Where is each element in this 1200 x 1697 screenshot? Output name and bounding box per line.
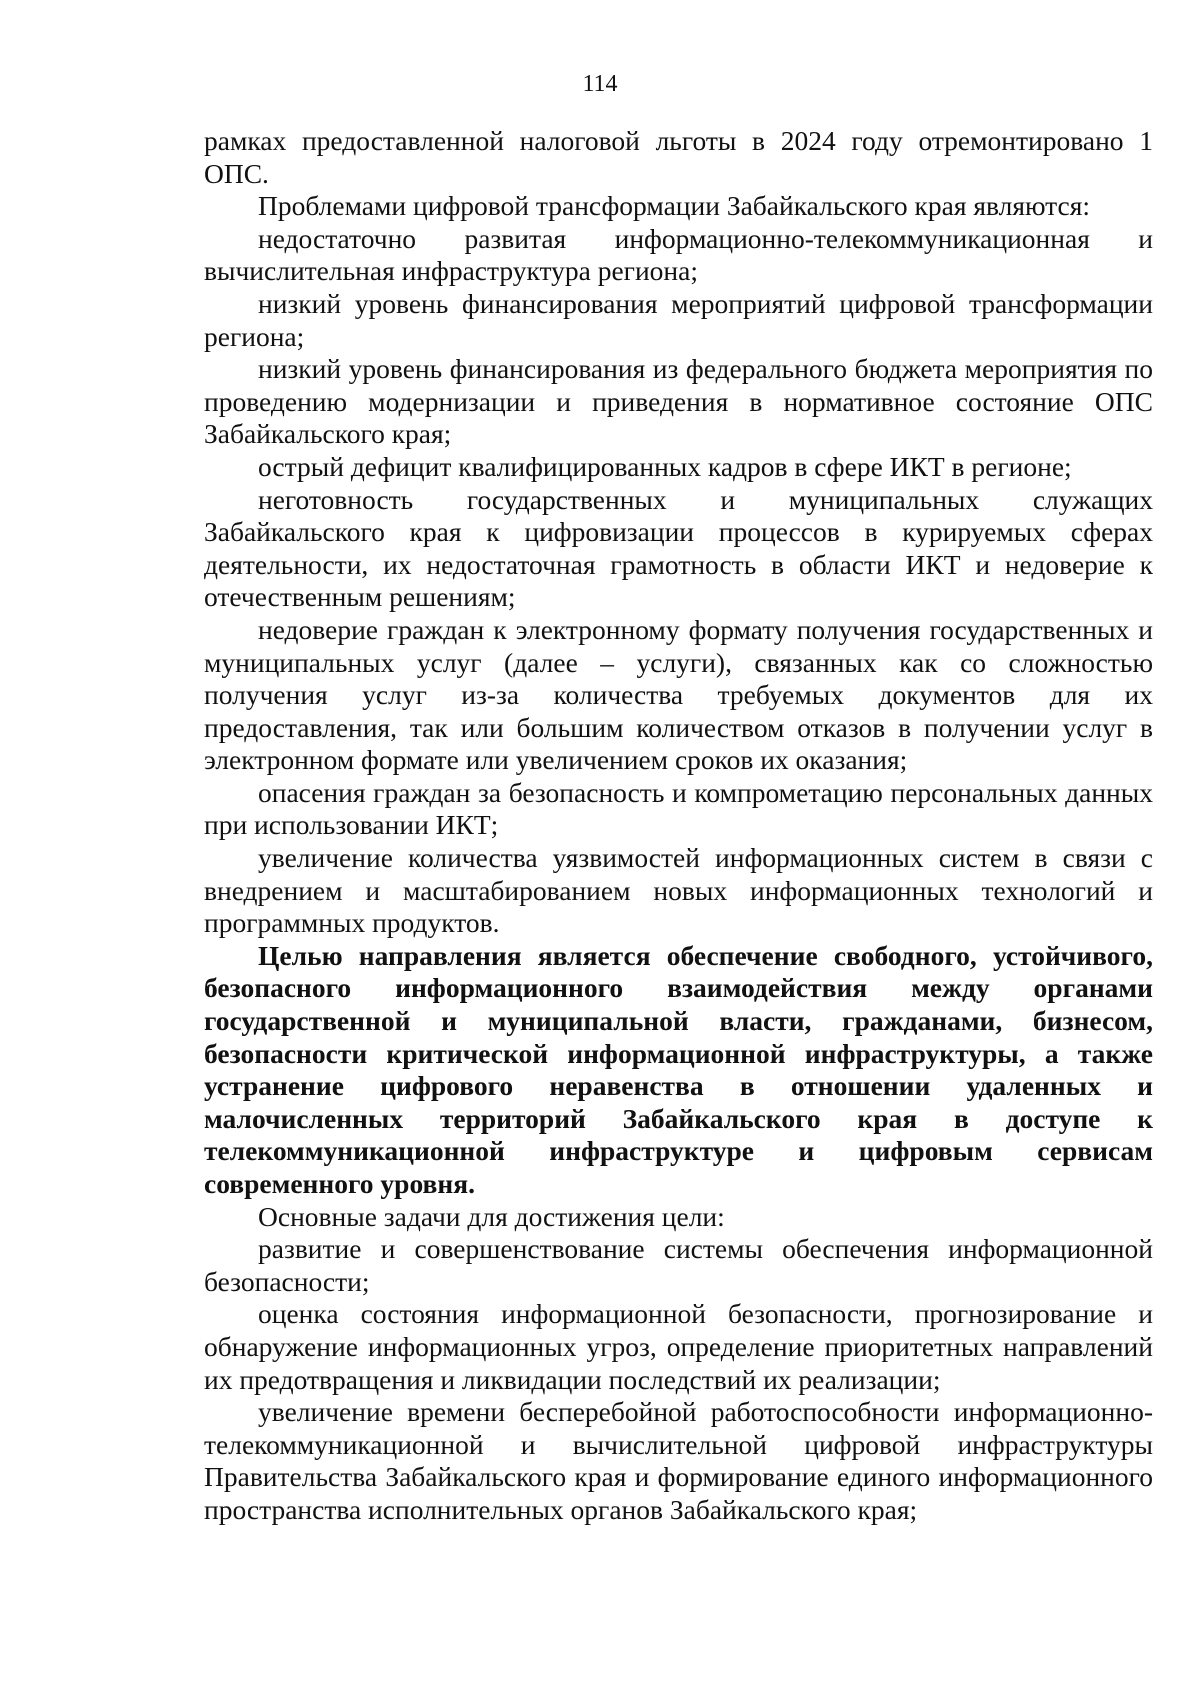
problem-item: недостаточно развитая информационно-телекоммуникационная и вычислительная инфраструктура региона; [204,222,1153,287]
problem-item: острый дефицит квалифицированных кадров в сфере ИКТ в регионе; [258,450,1072,482]
task-item: оценка состояния информационной безопасности, прогнозирование и обнаружение информационных угроз, определение приоритетных направлений их предотвращения и ликвидации последствий их реализации; [204,1298,1153,1395]
page-number: 114 [582,71,618,97]
task-item: развитие и совершенствование системы обеспечения информационной безопасности; [204,1233,1153,1297]
problem-item: опасения граждан за безопасность и компрометацию персональных данных при использовании ИКТ; [204,776,1153,841]
document-body [204,125,1153,1527]
problem-item: увеличение количества уязвимостей информационных систем в связи с внедрением и масштабированием новых информационных технологий и программных продуктов. [204,842,1153,939]
problem-item: недоверие граждан к электронному формату получения государственных и муниципальных услуг (далее – услуги), связанных как со сложностью получения услуг из-за количества требуемых документов для их предоставления, так или большим количеством отказов в получении услуг в электронном формате или увеличением сроков их оказания; [204,613,1153,776]
paragraph-problems-intro: Проблемами цифровой трансформации Забайкальского края являются: [258,190,1091,222]
problem-item: низкий уровень финансирования из федерального бюджета мероприятия по проведению модернизации и приведения в нормативное состояние ОПС Забайкальского края; [204,353,1153,450]
paragraph-continuation: рамках предоставленной налоговой льготы в 2024 году отремонтировано 1 ОПС. [204,125,1153,189]
problem-item: неготовность государственных и муниципальных служащих Забайкальского края к цифровизации процессов в курируемых сферах деятельности, их недостаточная грамотность в области ИКТ и недоверие к отечественным решениям; [204,483,1153,613]
tasks-intro: Основные задачи для достижения цели: [258,1200,725,1232]
goal-statement: Целью направления является обеспечение свободного, устойчивого, безопасного информационного взаимодействия между органами государственной и муниципальной власти, гражданами, бизнесом, безопасности критической информационной инфраструктуры, а также устранение цифрового неравенства в отношении удаленных и малочисленных территорий Забайкальского края в доступе к телекоммуникационной инфраструктуре и цифровым сервисам современного уровня. [204,939,1153,1199]
task-item: увеличение времени бесперебойной работоспособности информационно-телекоммуникационной и вычислительной цифровой инфраструктуры Правительства Забайкальского края и формирование единого информационного пространства исполнительных органов Забайкальского края; [204,1396,1153,1525]
problem-item: низкий уровень финансирования мероприятий цифровой трансформации региона; [204,287,1153,352]
